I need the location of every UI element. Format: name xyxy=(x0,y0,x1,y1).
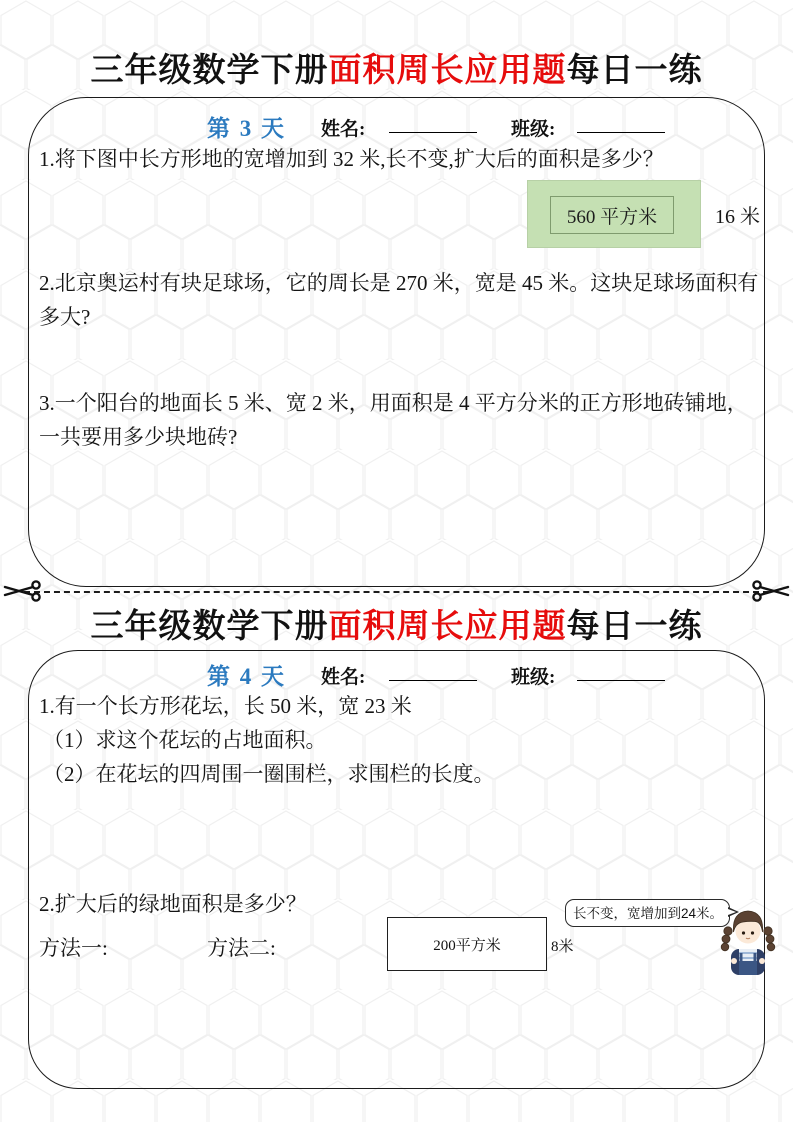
class-blank xyxy=(577,112,665,133)
question-1: 1.将下图中长方形地的宽增加到 32 米,长不变,扩大后的面积是多少？ xyxy=(39,147,664,171)
scissors-icon-left xyxy=(2,577,42,605)
title-part1: 三年级数学下册 xyxy=(90,609,329,645)
figure-width-label: 8米 xyxy=(551,939,574,955)
page-title-bottom xyxy=(0,600,793,647)
question-1: 1.有一个长方形花坛，长 50 米，宽 23 米 xyxy=(39,694,412,718)
rectangle-figure-green xyxy=(527,180,701,248)
section-day4 xyxy=(28,650,765,1089)
name-label: 姓名: xyxy=(321,667,366,688)
figure-area-label: 560 平方米 xyxy=(550,196,674,234)
title-highlight: 面积周长应用题 xyxy=(328,53,567,89)
scissors-icon-right xyxy=(751,577,791,605)
page-title-top xyxy=(0,44,793,91)
title-part1: 三年级数学下册 xyxy=(90,53,329,89)
section-day3 xyxy=(28,97,765,587)
rectangle-figure-white xyxy=(387,917,547,971)
class-label: 班级: xyxy=(511,119,556,140)
day3-label: 第 3 天 xyxy=(207,116,286,141)
title-highlight: 面积周长应用题 xyxy=(328,609,567,645)
day4-label: 第 4 天 xyxy=(207,664,286,689)
question-2: 2.北京奥运村有块足球场，它的周长是 270 米，宽是 45 米。这块足球场面积有多大? xyxy=(39,271,759,329)
title-part2: 每日一练 xyxy=(566,609,703,645)
name-blank xyxy=(389,112,477,133)
question-1-sub1: （1）求这个花坛的占地面积。 xyxy=(43,728,327,752)
class-blank xyxy=(577,660,665,681)
method-1-label: 方法一: xyxy=(39,936,108,960)
class-label: 班级: xyxy=(511,667,556,688)
question-2: 2.扩大后的绿地面积是多少？ xyxy=(39,892,307,916)
figure-area-label: 200平方米 xyxy=(433,937,501,954)
name-blank xyxy=(389,660,477,681)
cut-dashed-line xyxy=(24,591,769,593)
speech-bubble: 长不变，宽增加到24米。 xyxy=(565,899,730,927)
title-part2: 每日一练 xyxy=(566,53,703,89)
method-2-label: 方法二: xyxy=(207,936,276,960)
figure-width-label: 16 米 xyxy=(715,206,760,228)
name-label: 姓名: xyxy=(321,119,366,140)
question-3: 3.一个阳台的地面长 5 米、宽 2 米，用面积是 4 平方分米的正方形地砖铺地，一共要用多少块地砖? xyxy=(39,391,748,449)
question-1-sub2: （2）在花坛的四周围一圈围栏，求围栏的长度。 xyxy=(43,762,495,786)
